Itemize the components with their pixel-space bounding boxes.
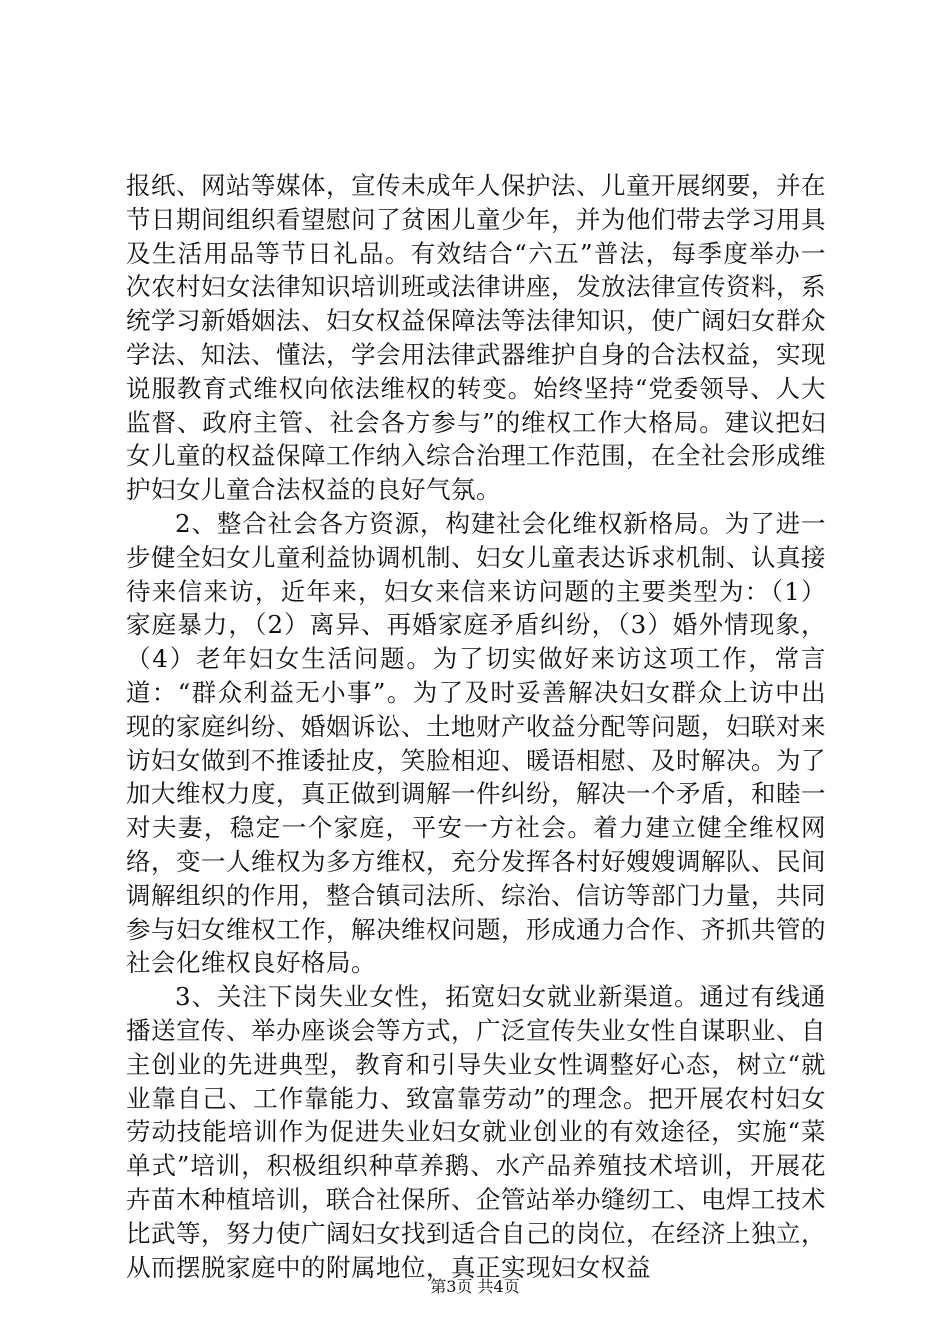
paragraph-continued: 报纸、网站等媒体，宣传未成年人保护法、儿童开展纲要，并在节日期间组织看望慰问了贫困儿童少年，并为他们带去学习用具及生活用品等节日礼品。有效结合“六五”普法，每季度举办一次农村妇女法律知识培训班或法律讲座，发放法律宣传资料，系统学习新婚姻法、妇女权益保障法等法律知识，使广阔妇女群众学法、知法、懂法，学会用法律武器维护自身的合法权益，实现说服教育式维权向依法维权的转变。始终坚持“党委领导、人大监督、政府主管、社会各方参与”的维权工作大格局。建议把妇女儿童的权益保障工作纳入综合治理工作范围，在全社会形成维护妇女儿童合法权益的良好气氛。 <box>126 171 826 505</box>
page-footer <box>0 1277 950 1297</box>
page-number: 第3页 共4页 <box>430 1277 520 1296</box>
document-body <box>126 169 826 1284</box>
paragraph-section-2: 2、整合社会各方资源，构建社会化维权新格局。为了进一步健全妇女儿童利益协调机制、妇女儿童表达诉求机制、认真接待来信来访，近年来，妇女来信来访问题的主要类型为：（1）家庭暴力，（2）离异、再婚家庭矛盾纠纷，（3）婚外情现象，（4）老年妇女生活问题。为了切实做好来访这项工作，常言道：“群众利益无小事”。为了及时妥善解决妇女群众上访中出现的家庭纠纷、婚姻诉讼、土地财产收益分配等问题，妇联对来访妇女做到不推诿扯皮，笑脸相迎、暖语相慰、及时解决。为了加大维权力度，真正做到调解一件纠纷，解决一个矛盾，和睦一对夫妻，稳定一个家庭，平安一方社会。着力建立健全维权网络，变一人维权为多方维权，充分发挥各村好嫂嫂调解队、民间调解组织的作用，整合镇司法所、综治、信访等部门力量，共同参与妇女维权工作，解决维权问题，形成通力合作、齐抓共管的社会化维权良好格局。 <box>126 508 826 978</box>
paragraph-section-3: 3、关注下岗失业女性，拓宽妇女就业新渠道。通过有线通播送宣传、举办座谈会等方式，广泛宣传失业女性自谋职业、自主创业的先进典型，教育和引导失业女性调整好心态，树立“就业靠自己、工作靠能力、致富靠劳动”的理念。把开展农村妇女劳动技能培训作为促进失业妇女就业创业的有效途径，实施“菜单式”培训，积极组织种草养鹅、水产品养殖技术培训，开展花卉苗木种植培训，联合社保所、企管站举办缝纫工、电焊工技术比武等，努力使广阔妇女找到适合自己的岗位，在经济上独立，从而摆脱家庭中的附属地位，真正实现妇女权益 <box>126 982 826 1282</box>
